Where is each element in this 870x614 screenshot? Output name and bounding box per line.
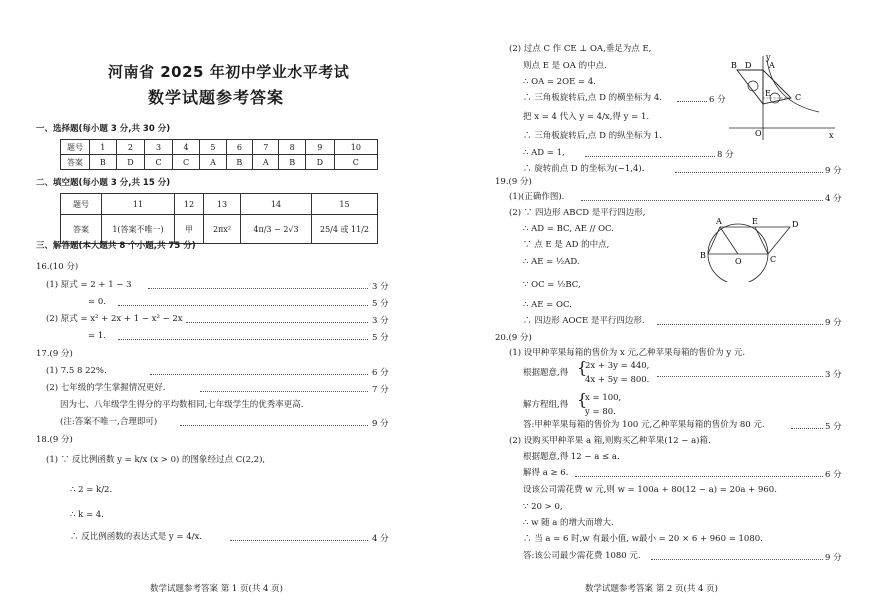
q20-step: 解方程组,得 [523, 400, 569, 410]
leader-dots [180, 425, 368, 426]
table-row [61, 140, 378, 155]
leader-dots [118, 339, 368, 340]
label-B: B [731, 61, 737, 70]
table-cell: 1(答案不唯一) [102, 215, 175, 244]
score-mark: 9 分 [825, 166, 842, 176]
table-cell: 3 [145, 140, 173, 155]
q18-step: 把 x = 4 代入 y = 4/x,得 y = 1. [523, 112, 650, 122]
table-cell: 5 [200, 140, 226, 155]
section-3-heading: 三、解答题(本大题共 8 个小题,共 75 分) [36, 241, 196, 251]
table-cell: C [334, 155, 377, 170]
q18-figure [723, 52, 843, 144]
leader-dots [791, 428, 823, 429]
q17-note: (注:答案不唯一,合理即可) [60, 417, 158, 427]
q20-step: 解得 a ≥ 6. [523, 468, 569, 478]
table-cell: 题号 [61, 140, 90, 155]
label-O: O [735, 257, 742, 266]
label-E: E [752, 217, 758, 226]
q18-step: 则点 E 是 OA 的中点. [523, 61, 607, 71]
table-cell: 6 [226, 140, 253, 155]
table-cell: 答案 [61, 155, 90, 170]
table-cell: 甲 [175, 215, 204, 244]
label-D: D [745, 61, 752, 70]
q20-heading: 20.(9 分) [495, 333, 532, 343]
q20-step: (2) 设购买甲种苹果 a 箱,则购买乙种苹果(12 − a)箱. [509, 436, 711, 446]
table-cell: 12 [175, 194, 204, 215]
label-y: y [766, 53, 771, 62]
table-cell: 14 [241, 194, 312, 215]
label-A: A [716, 217, 722, 226]
label-D: D [792, 220, 799, 229]
q20-equation: y = 80. [585, 407, 616, 417]
q20-equation: 4x + 5y = 800. [585, 375, 650, 385]
q19-step: (1)(正确作图). [509, 192, 565, 202]
label-C: C [795, 93, 802, 102]
score-mark: 9 分 [825, 553, 842, 563]
hyperbola-curve [767, 60, 819, 112]
q19-step: ∵ OC = ½BC, [523, 280, 581, 290]
q17-step: (1) 7.5 8 22%. [46, 366, 107, 376]
triangle-before [737, 70, 763, 104]
score-mark: 6 分 [372, 368, 389, 378]
brace: { [577, 390, 588, 409]
q16-step: = 0. [88, 297, 106, 307]
leader-dots [657, 376, 823, 377]
table-cell: 9 [306, 140, 335, 155]
table-cell: C [145, 155, 173, 170]
leader-dots [230, 540, 368, 541]
leader-dots [651, 559, 823, 560]
q18-step: ∴ OA = 2OE = 4. [523, 77, 596, 87]
q19-step: (2) ∵ 四边形 ABCD 是平行四边形, [509, 208, 646, 218]
q20-step: (1) 设甲种苹果每箱的售价为 x 元,乙种苹果每箱的售价为 y 元. [509, 348, 746, 358]
table-row [61, 215, 378, 244]
label-C: C [770, 255, 777, 264]
mc-answer-table [60, 139, 378, 170]
table-cell: 答案 [61, 215, 102, 244]
table-cell: D [306, 155, 335, 170]
leader-dots [581, 200, 823, 201]
score-mark: 3 分 [372, 282, 389, 292]
q19-step: ∴ AE = OC. [523, 300, 572, 310]
q18-heading: 18.(9 分) [36, 435, 73, 445]
leader-dots [148, 288, 368, 289]
exam-title: 河南省 2025 年初中学业水平考试 [108, 63, 350, 81]
q18-step: (1) ∵ 反比例函数 y = k/x (x > 0) 的图象经过点 C(2,2), [46, 455, 266, 465]
brace: { [577, 358, 588, 377]
q18-step: ∴ k = 4. [70, 510, 104, 520]
leader-dots [675, 172, 823, 173]
q20-equation: x = 100, [585, 393, 622, 403]
table-cell: 2πx² [204, 215, 241, 244]
table-cell: 题号 [61, 194, 102, 215]
score-mark: 8 分 [717, 150, 734, 160]
q20-step: 根据题意,得 [523, 368, 569, 378]
table-cell: B [90, 155, 117, 170]
q16-step: (2) 原式 = x² + 2x + 1 − x² − 2x [46, 314, 183, 324]
q19-step: ∴ AE = ½AD. [523, 257, 580, 267]
score-mark: 3 分 [372, 316, 389, 326]
label-E: E [765, 89, 771, 98]
table-cell: 2 [116, 140, 145, 155]
table-cell: 15 [312, 194, 378, 215]
table-cell: 4 [172, 140, 200, 155]
label-O: O [755, 129, 762, 138]
leader-dots [585, 156, 715, 157]
score-mark: 5 分 [372, 333, 389, 343]
leader-dots [186, 322, 368, 323]
segment-EC [755, 227, 768, 254]
score-mark: 3 分 [825, 370, 842, 380]
q18-step: ∴ 三角板旋转后,点 D 的横坐标为 4. [523, 93, 662, 103]
score-mark: 7 分 [372, 385, 389, 395]
score-mark: 5 分 [825, 422, 842, 432]
leader-dots [575, 476, 823, 477]
table-cell: 4π/3 − 2√3 [241, 215, 312, 244]
score-mark: 9 分 [372, 419, 389, 429]
segment-AO [720, 227, 738, 254]
q18-step: ∴ 反比例函数的表达式是 y = 4/x. [70, 532, 203, 542]
q19-step: ∵ 点 E 是 AD 的中点, [523, 240, 610, 250]
section-1-heading: 一、选择题(每小题 3 分,共 30 分) [36, 124, 171, 134]
q19-step: ∴ AD = BC, AE // OC. [523, 224, 614, 234]
q20-step: ∵ 20 > 0, [523, 502, 563, 512]
q16-step: (1) 原式 = 2 + 1 − 3 [46, 280, 132, 290]
table-cell: 10 [334, 140, 377, 155]
section-2-heading: 二、填空题(每小题 3 分,共 15 分) [36, 178, 171, 188]
q20-step: ∴ w 随 a 的增大而增大. [523, 518, 614, 528]
table-cell: 13 [204, 194, 241, 215]
leader-dots [677, 101, 707, 102]
table-cell: 1 [90, 140, 117, 155]
table-cell: 8 [279, 140, 306, 155]
table-cell: B [226, 155, 253, 170]
page-footer: 数学试题参考答案 第 1 页(共 4 页) [150, 584, 283, 594]
circle [708, 224, 768, 282]
answer-key-title: 数学试题参考答案 [148, 88, 285, 107]
q18-step: ∴ 旋转前点 D 的坐标为(−1,4). [523, 164, 645, 174]
right-page [435, 0, 870, 614]
q18-step: (2) 过点 C 作 CE ⊥ OA,垂足为点 E, [509, 44, 652, 54]
q20-step: 答:甲种苹果每箱的售价为 100 元,乙种苹果每箱的售价为 80 元. [523, 420, 765, 430]
leader-dots [118, 305, 368, 306]
score-mark: 9 分 [825, 318, 842, 328]
score-mark: 5 分 [372, 299, 389, 309]
q17-heading: 17.(9 分) [36, 349, 73, 359]
table-cell: 11 [102, 194, 175, 215]
q17-step: (2) 七年级的学生掌握情况更好. [46, 383, 166, 393]
table-cell: C [172, 155, 200, 170]
leader-dots [150, 374, 368, 375]
q20-step: 设该公司需花费 w 元,则 w = 100a + 80(12 − a) = 20a + 960. [523, 485, 777, 495]
table-row [61, 194, 378, 215]
q19-step: ∴ 四边形 AOCE 是平行四边形. [523, 316, 645, 326]
table-cell: A [253, 155, 279, 170]
q17-step: 因为七、八年级学生得分的平均数相同,七年级学生的优秀率更高. [60, 400, 304, 410]
label-B: B [700, 251, 706, 260]
q20-equation: 2x + 3y = 440, [585, 361, 650, 371]
q19-figure [690, 212, 810, 282]
score-mark: 4 分 [825, 194, 842, 204]
fill-answer-table [60, 193, 378, 244]
score-mark: 6 分 [825, 470, 842, 480]
q16-step: = 1. [88, 331, 106, 341]
score-mark: 6 分 [709, 95, 726, 105]
q18-step: ∴ 2 = k/2. [70, 485, 113, 495]
q20-step: 答:该公司最少需花费 1080 元. [523, 551, 641, 561]
table-cell: 25/4 或 11/2 [312, 215, 378, 244]
table-cell: 7 [253, 140, 279, 155]
label-A: A [769, 61, 775, 70]
table-cell: D [116, 155, 145, 170]
parallelogram-ABCD [708, 227, 790, 254]
q20-step: 根据题意,得 12 − a ≤ a. [523, 452, 620, 462]
q19-heading: 19.(9 分) [495, 177, 532, 187]
q20-step: ∴ 当 a = 6 时,w 有最小值, w最小 = 20 × 6 + 960 = 1080. [523, 534, 763, 544]
leader-dots [657, 324, 823, 325]
q18-step: ∴ 三角板旋转后,点 D 的纵坐标为 1. [523, 131, 662, 141]
q18-step: ∴ AD = 1, [523, 148, 565, 158]
table-cell: A [200, 155, 226, 170]
leader-dots [200, 391, 368, 392]
score-mark: 4 分 [372, 534, 389, 544]
label-x: x [829, 131, 834, 140]
table-row [61, 155, 378, 170]
table-cell: B [279, 155, 306, 170]
q16-heading: 16.(10 分) [36, 262, 79, 272]
page-footer: 数学试题参考答案 第 2 页(共 4 页) [585, 584, 718, 594]
